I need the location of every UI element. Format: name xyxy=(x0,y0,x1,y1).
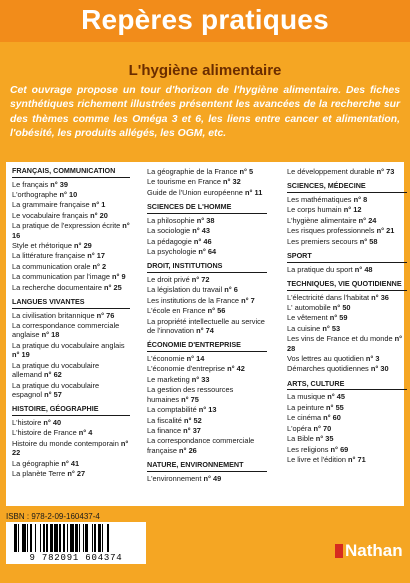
catalog-entry xyxy=(12,381,130,400)
entry-title: La géographie xyxy=(12,458,62,468)
entry-number: n° 16 xyxy=(12,221,130,240)
catalog-entry xyxy=(287,237,407,246)
catalog-entry xyxy=(287,392,407,401)
catalog-entry xyxy=(287,445,407,454)
entry-title: Guide de l'Union européenne xyxy=(147,187,245,197)
entry-title: Les mathématiques xyxy=(287,195,354,204)
section-heading: LANGUES VIVANTES xyxy=(12,298,130,309)
series-brand: Repères pratiques xyxy=(81,4,329,35)
entry-title: Les risques professionnels xyxy=(287,226,377,236)
entry-title: L' automobile xyxy=(287,303,333,313)
catalog-entry xyxy=(287,413,407,422)
catalog-entry xyxy=(147,416,267,425)
entry-number: n° 59 xyxy=(329,313,348,323)
entry-title: La pédagogie xyxy=(147,236,194,246)
catalog-entry xyxy=(12,190,130,199)
catalog-entry xyxy=(287,324,407,333)
catalog-entry xyxy=(147,177,267,186)
entry-title: La communication orale xyxy=(12,261,93,271)
barcode-number: 9 782091 604374 xyxy=(29,553,123,563)
entry-number: n° 1 xyxy=(91,200,106,210)
entry-title: La grammaire française xyxy=(12,200,92,210)
entry-title: L'opéra xyxy=(287,423,314,433)
catalog-entry xyxy=(147,188,267,197)
entry-title: Le livre et l'édition xyxy=(287,454,348,464)
catalog-entry xyxy=(287,265,407,274)
entry-title: La comptabilité xyxy=(147,405,199,415)
entry-number: n° 26 xyxy=(179,445,197,455)
section-heading: FRANÇAIS, COMMUNICATION xyxy=(12,167,130,178)
catalog-entry xyxy=(147,426,267,435)
entry-title: La correspondance commerciale anglaise xyxy=(12,321,120,340)
entry-number: n° 25 xyxy=(104,282,122,292)
entry-title: Le marketing xyxy=(147,374,192,384)
entry-title: Le développement durable xyxy=(287,167,377,176)
entry-number: n° 5 xyxy=(239,167,254,176)
entry-title: La sociologie xyxy=(147,226,193,236)
entry-number: n° 3 xyxy=(365,354,380,364)
entry-number: n° 30 xyxy=(370,364,389,374)
entry-number: n° 38 xyxy=(196,215,215,225)
entry-number: n° 35 xyxy=(315,434,334,444)
entry-title: La correspondance commerciale française xyxy=(147,436,255,455)
entry-title: L'orthographe xyxy=(12,190,60,199)
catalog-entry xyxy=(12,241,130,250)
catalog-entry xyxy=(147,247,267,256)
catalog-entry xyxy=(147,296,267,305)
entry-number: n° 73 xyxy=(376,167,395,176)
catalog-entry xyxy=(12,251,130,260)
catalog-column-2 xyxy=(147,167,267,484)
catalog-entry xyxy=(287,313,407,322)
catalog-entry xyxy=(12,200,130,209)
catalog-entry xyxy=(287,303,407,312)
entry-title: L'électricité dans l'habitat xyxy=(287,292,372,302)
entry-title: Histoire du monde contemporain xyxy=(12,438,121,448)
entry-number: n° 42 xyxy=(227,364,245,374)
entry-number: n° 19 xyxy=(12,350,30,360)
catalog-entry xyxy=(12,341,130,360)
catalog-entry xyxy=(147,237,267,246)
entry-title: La pratique du vocabulaire espagnol xyxy=(12,380,100,399)
entry-number: n° 14 xyxy=(186,354,205,364)
entry-number: n° 21 xyxy=(376,226,395,236)
entry-number: n° 11 xyxy=(244,187,263,197)
book-title: L'hygiène alimentaire xyxy=(128,62,282,79)
entry-title: La finance xyxy=(147,425,184,435)
entry-title: La communication par l'image xyxy=(12,272,113,282)
entry-number: n° 17 xyxy=(87,251,105,261)
catalog-entry xyxy=(287,364,407,373)
entry-number: n° 36 xyxy=(371,292,389,302)
section-heading: SCIENCES DE L'HOMME xyxy=(147,203,267,214)
entry-title: Démarches quotidiennes xyxy=(287,364,371,374)
catalog-entry xyxy=(12,180,130,189)
entry-number: n° 58 xyxy=(359,236,378,246)
entry-number: n° 32 xyxy=(223,177,241,187)
entry-title: L'histoire de France xyxy=(12,428,79,438)
entry-title: Le français xyxy=(12,179,51,189)
entry-title: La pratique du sport xyxy=(287,264,355,274)
catalog-entry xyxy=(147,226,267,235)
section-heading: DROIT, INSTITUTIONS xyxy=(147,262,267,273)
catalog-entry xyxy=(12,211,130,220)
catalog-entry xyxy=(147,364,267,373)
entry-number: n° 75 xyxy=(181,394,199,404)
entry-number: n° 43 xyxy=(192,226,210,236)
entry-title: Style et rhétorique xyxy=(12,241,75,251)
entry-title: Vos lettres au quotidien xyxy=(287,354,366,364)
entry-title: Le vêtement xyxy=(287,313,330,323)
entry-title: La planète Terre xyxy=(12,468,68,478)
entry-title: L'économie d'entreprise xyxy=(147,364,228,374)
logo-square-icon xyxy=(335,544,343,558)
catalog-entry xyxy=(12,361,130,380)
entry-title: Les religions xyxy=(287,444,331,454)
entry-title: La musique xyxy=(287,392,328,402)
barcode xyxy=(6,522,146,564)
catalog-entry xyxy=(147,275,267,284)
entry-number: n° 33 xyxy=(191,374,210,384)
publisher-logo xyxy=(335,540,403,562)
catalog-entry xyxy=(12,469,130,478)
catalog-entry xyxy=(287,226,407,235)
entry-number: n° 49 xyxy=(203,473,222,483)
catalog-entry xyxy=(147,375,267,384)
catalog-entry xyxy=(287,354,407,363)
section-heading: ARTS, CULTURE xyxy=(287,380,407,391)
catalog-entry xyxy=(12,459,130,468)
entry-number: n° 56 xyxy=(207,306,226,316)
entry-number: n° 37 xyxy=(183,425,201,435)
entry-title: La législation du travail xyxy=(147,285,225,295)
catalog-entry xyxy=(287,216,407,225)
entry-title: L'économie xyxy=(147,354,187,364)
entry-number: n° 27 xyxy=(67,468,86,478)
catalog-entry xyxy=(147,317,267,336)
entry-number: n° 29 xyxy=(74,241,92,251)
entry-title: Le cinéma xyxy=(287,413,324,423)
entry-number: n° 24 xyxy=(358,215,377,225)
catalog-entry xyxy=(147,385,267,404)
entry-title: Le vocabulaire français xyxy=(12,210,91,220)
catalog-entry xyxy=(147,405,267,414)
catalog-entry xyxy=(12,321,130,340)
entry-title: La peinture xyxy=(287,402,327,412)
entry-title: L'environnement xyxy=(147,473,204,483)
entry-number: n° 28 xyxy=(287,334,403,353)
barcode-bars xyxy=(14,524,140,552)
entry-title: L'école en France xyxy=(147,306,208,316)
entry-title: Le droit privé xyxy=(147,275,192,285)
entry-title: Le corps humain xyxy=(287,205,344,215)
section-heading: NATURE, ENVIRONNEMENT xyxy=(147,461,267,472)
section-heading: ÉCONOMIE D'ENTREPRISE xyxy=(147,341,267,352)
entry-title: Les vins de France et du monde xyxy=(287,334,395,344)
catalog-entry xyxy=(287,293,407,302)
entry-title: La propriété intellectuelle au service de l'innovation xyxy=(147,316,265,336)
entry-number: n° 52 xyxy=(183,415,202,425)
entry-title: Les institutions de la France xyxy=(147,295,242,305)
catalog-column-1 xyxy=(12,167,130,479)
catalog-entry xyxy=(12,272,130,281)
catalog-entry xyxy=(287,205,407,214)
entry-number: n° 53 xyxy=(322,323,341,333)
catalog-entry xyxy=(287,334,407,353)
entry-number: n° 70 xyxy=(313,423,332,433)
entry-title: L'hygiène alimentaire xyxy=(287,215,359,225)
entry-number: n° 13 xyxy=(198,405,217,415)
entry-title: La civilisation britannique xyxy=(12,310,97,320)
entry-number: n° 45 xyxy=(327,392,346,402)
section-heading: TECHNIQUES, VIE QUOTIDIENNE xyxy=(287,280,407,291)
catalog-entry xyxy=(147,306,267,315)
entry-number: n° 76 xyxy=(96,310,115,320)
entry-title: La cuisine xyxy=(287,323,323,333)
entry-number: n° 40 xyxy=(43,417,62,427)
entry-number: n° 64 xyxy=(198,247,217,257)
intro-text: Cet ouvrage propose un tour d'horizon de l'hygiène alimentaire. Des fiches synthétiques richement illustrées présentent les avancées de la recherche sur des thèmes comme les Oméga 3 et 6, les liens entre cancer et alimentation, l'obésité, les produits allégés, les OGM, etc. xyxy=(10,85,400,140)
entry-title: La pratique de l'expression écrite xyxy=(12,221,123,231)
entry-title: La pratique du vocabulaire allemand xyxy=(12,360,100,380)
catalog-entry xyxy=(287,455,407,464)
entry-number: n° 72 xyxy=(191,275,210,285)
publisher-name: Nathan xyxy=(345,541,403,560)
entry-number: n° 18 xyxy=(41,330,60,340)
catalog-entry xyxy=(287,434,407,443)
entry-title: La fiscalité xyxy=(147,415,184,425)
catalog-panel xyxy=(6,162,404,506)
catalog-entry xyxy=(147,216,267,225)
catalog-entry xyxy=(12,439,130,458)
entry-number: n° 4 xyxy=(78,428,93,438)
entry-title: La géographie de la France xyxy=(147,167,240,176)
catalog-entry xyxy=(12,428,130,437)
section-heading: HISTOIRE, GÉOGRAPHIE xyxy=(12,405,130,416)
catalog-entry xyxy=(287,167,407,176)
section-heading: SCIENCES, MÉDECINE xyxy=(287,182,407,193)
entry-title: Les premiers secours xyxy=(287,236,360,246)
catalog-entry xyxy=(12,283,130,292)
catalog-entry xyxy=(147,167,267,176)
entry-number: n° 9 xyxy=(112,272,126,282)
entry-number: n° 41 xyxy=(61,458,80,468)
catalog-entry xyxy=(12,311,130,320)
catalog-entry xyxy=(147,474,267,483)
entry-number: n° 22 xyxy=(12,438,129,458)
catalog-entry xyxy=(287,424,407,433)
entry-number: n° 48 xyxy=(354,264,373,274)
catalog-entry xyxy=(287,195,407,204)
catalog-entry xyxy=(12,221,130,240)
entry-title: La gestion des ressources humaines xyxy=(147,385,234,404)
entry-number: n° 7 xyxy=(241,295,255,305)
entry-number: n° 50 xyxy=(332,303,351,313)
entry-number: n° 57 xyxy=(44,389,62,399)
entry-title: La recherche documentaire xyxy=(12,282,105,292)
entry-number: n° 6 xyxy=(224,285,238,295)
entry-number: n° 60 xyxy=(323,413,341,423)
entry-title: L'histoire xyxy=(12,417,44,427)
entry-number: n° 39 xyxy=(50,179,68,189)
entry-number: n° 69 xyxy=(330,444,349,454)
entry-number: n° 12 xyxy=(343,205,362,215)
entry-title: La littérature française xyxy=(12,251,88,261)
entry-number: n° 62 xyxy=(44,370,62,380)
catalog-entry xyxy=(12,418,130,427)
catalog-entry xyxy=(147,285,267,294)
entry-number: n° 8 xyxy=(353,195,368,204)
barcode-bar xyxy=(109,524,112,552)
entry-title: La Bible xyxy=(287,434,316,444)
entry-number: n° 10 xyxy=(59,190,78,199)
entry-number: n° 2 xyxy=(92,261,107,271)
entry-title: La psychologie xyxy=(147,247,199,257)
entry-title: La pratique du vocabulaire anglais xyxy=(12,340,125,350)
entry-number: n° 71 xyxy=(347,454,366,464)
catalog-entry xyxy=(12,262,130,271)
entry-number: n° 55 xyxy=(326,402,344,412)
entry-number: n° 20 xyxy=(90,210,108,220)
entry-number: n° 74 xyxy=(196,326,214,336)
catalog-entry xyxy=(147,354,267,363)
catalog-entry xyxy=(287,403,407,412)
isbn-label: ISBN : 978-2-09-160437-4 xyxy=(6,512,100,521)
entry-title: Le tourisme en France xyxy=(147,177,223,187)
section-heading: SPORT xyxy=(287,252,407,263)
catalog-column-3 xyxy=(287,167,407,465)
catalog-entry xyxy=(147,436,267,455)
entry-title: La philosophie xyxy=(147,215,197,225)
entry-number: n° 46 xyxy=(193,236,212,246)
